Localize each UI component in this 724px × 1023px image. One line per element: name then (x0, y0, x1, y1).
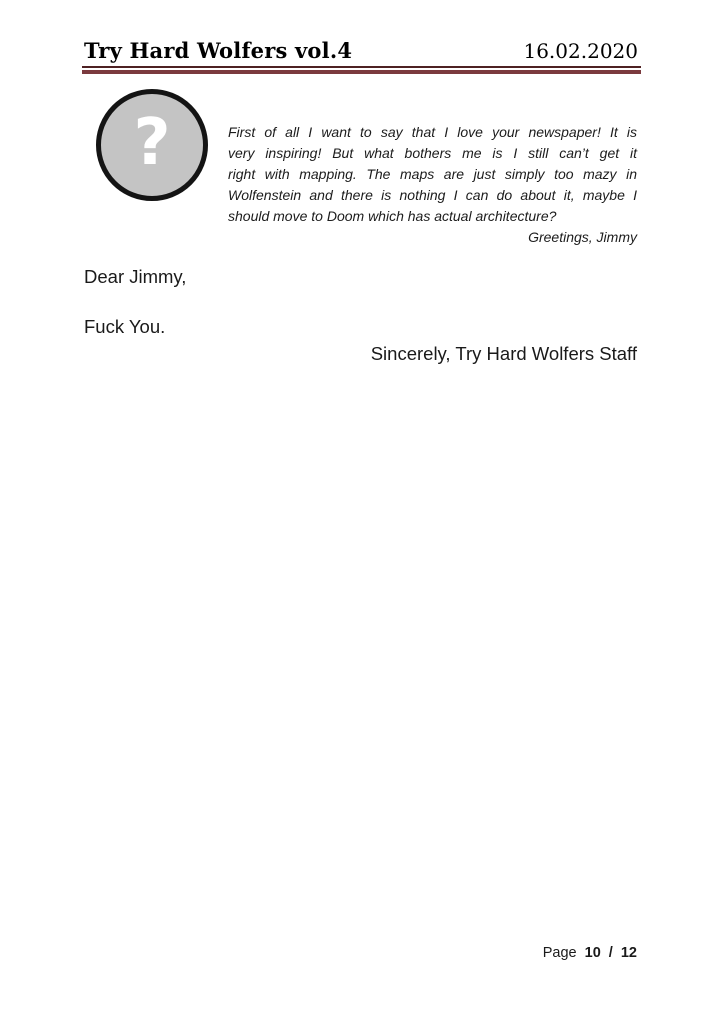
reply-salutation: Dear Jimmy, (84, 266, 187, 287)
header-rule-divider (82, 66, 641, 74)
letter-line: should move to Doom which has actual architecture? (228, 208, 557, 224)
masthead (84, 38, 638, 63)
letter-line: very inspiring! But what bothers me is I still can’t get it (228, 145, 637, 161)
letter-line: Wolfenstein and there is nothing I can do about it, maybe I (228, 187, 637, 203)
letter-line: First of all I want to say that I love your newspaper! It is (228, 124, 637, 140)
page-current: 10 (584, 945, 601, 961)
page-total: 12 (620, 945, 637, 961)
issue-date: 16.02.2020 (523, 39, 638, 63)
reply-body: Fuck You. (84, 316, 166, 337)
letter-signoff: Greetings, Jimmy (528, 229, 637, 245)
reply-signature: Sincerely, Try Hard Wolfers Staff (370, 343, 637, 364)
page-separator: / (608, 945, 613, 961)
letter-line: right with mapping. The maps are just simply too mazy in (228, 166, 637, 182)
page-number (543, 945, 637, 961)
newsletter-title: Try Hard Wolfers vol.4 (84, 38, 353, 63)
reader-letter (228, 122, 637, 248)
placeholder-image (96, 89, 208, 201)
page-word: Page (542, 945, 577, 961)
question-mark-icon: ? (133, 106, 171, 180)
